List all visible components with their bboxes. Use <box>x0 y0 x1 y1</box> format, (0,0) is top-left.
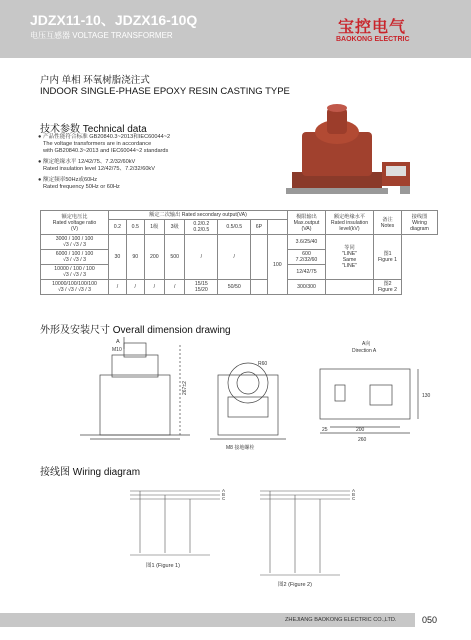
wiring-heading: 接线图 Wiring diagram <box>40 467 141 478</box>
cell-maxout: 100 <box>267 235 287 295</box>
th-insulation: 额定绝缘水平 Rated insulation level(kV) <box>326 211 374 235</box>
cell-value: / <box>109 280 127 295</box>
wiring-fig2-label: 图2 (Figure 2) <box>278 582 312 588</box>
cell-value: / <box>218 235 251 280</box>
cell-wiring-2: 图2 Figure 2 <box>374 280 402 295</box>
cell-insulation: 3.6/25/40 <box>288 235 326 250</box>
bullet-insulation: ● 额定绝缘水平 12/42/75、7.2/32/60kV Rated insulation level 12/42/75、7.2/32/60kV <box>38 159 238 173</box>
bullet-cn: 产品性能符合标准 GB20840.3~2013和IEC60044~2 <box>42 134 171 140</box>
th-sub: 0.2 <box>109 220 127 235</box>
bullet-cn: 额定绝缘水平 12/42/75、7.2/32/60kV <box>42 159 136 165</box>
svg-text:A: A <box>352 488 356 493</box>
spec-table <box>40 210 438 295</box>
dim-label-m10: M10 <box>112 347 122 353</box>
cell-value: 200 <box>144 235 164 280</box>
th-ratio: 额定电压比 Rated voltage ratio (V) <box>41 211 109 235</box>
th-secondary: 额定二次输出 Rated secondary output(VA) <box>109 211 288 220</box>
logo-cn: 宝控电气 <box>338 19 407 36</box>
dim-label-w2: 260 <box>358 437 367 443</box>
th-sub: 1级 <box>144 220 164 235</box>
bullet-frequency: ● 额定频率50Hz或60Hz Rated frequency 50Hz or 60Hz <box>38 177 238 191</box>
cell-value: / <box>144 280 164 295</box>
logo-en: BAOKONG ELECTRIC <box>336 36 410 43</box>
th-sub: 0.5/0.5 <box>218 220 251 235</box>
dim-label-d1: 130 <box>422 393 431 399</box>
dim-label-w1: 200 <box>356 427 365 433</box>
page-subtitle: 电压互感器 VOLTAGE TRANSFORMER <box>30 31 173 40</box>
bullet-en: with GB20840.3~2013 and IEC60044~2 standards <box>43 148 169 154</box>
cell-value: / <box>126 280 144 295</box>
svg-text:B: B <box>222 492 226 497</box>
page-footer <box>0 607 471 629</box>
cell-value <box>251 235 267 280</box>
dim-label-dir: Direction A <box>352 348 377 354</box>
dim-label-a: A <box>116 339 120 345</box>
dim-label-r: R60 <box>258 361 268 367</box>
tech-heading: 技术参数 Technical data <box>40 124 147 135</box>
dim-label-aa: A向 <box>362 341 371 347</box>
cell-value <box>251 280 267 295</box>
cell-ratio: 6000 / 100 / 100 √3 / √3 / 3 <box>41 250 109 265</box>
brand-logo <box>330 14 440 50</box>
type-line-cn: 户内 单相 环氧树脂浇注式 <box>40 75 150 86</box>
cell-notes <box>326 280 374 295</box>
svg-text:B: B <box>352 492 356 497</box>
cell-ratio: 3000 / 100 / 100 √3 / √3 / 3 <box>41 235 109 250</box>
cell-value: 500 <box>165 235 185 280</box>
th-sub: 6P <box>251 220 267 235</box>
cell-notes: 等同 "LINE" Same "LINE" <box>326 235 374 280</box>
th-sub: 0.5 <box>126 220 144 235</box>
page-header <box>0 0 471 58</box>
cell-insulation: 300/300 <box>288 280 326 295</box>
cell-value: / <box>165 280 185 295</box>
cell-value: 30 <box>109 235 127 280</box>
bullet-cn: 额定频率50Hz或60Hz <box>42 177 98 183</box>
cell-value: 90 <box>126 235 144 280</box>
svg-text:C: C <box>222 496 226 501</box>
dim-heading: 外形及安装尺寸 Overall dimension drawing <box>40 325 231 336</box>
cell-insulation: 12/42/75 <box>288 265 326 280</box>
th-wiring: 接线图 Wiring diagram <box>402 211 438 235</box>
cell-ratio: 10000/100/100/100 √3 / √3 / √3 / 3 <box>41 280 109 295</box>
bullet-en: The voltage transformers are in accordance <box>43 141 152 147</box>
th-sub: 0.2/0.2 0.2/0.5 <box>185 220 218 235</box>
dim-label-bottom: M8 接地螺栓 <box>226 445 255 451</box>
bullet-en: Rated insulation level 12/42/75、7.2/32/60kV <box>43 166 155 172</box>
dim-label-w3: 25 <box>322 427 328 433</box>
svg-text:A: A <box>222 488 226 493</box>
cell-wiring-1: 图1 Figure 1 <box>374 235 402 280</box>
cell-ratio: 10000 / 100 / 100 √3 / √3 / 3 <box>41 265 109 280</box>
th-notes: 备注 Notes <box>374 211 402 235</box>
dimension-drawing <box>40 335 440 453</box>
spec-bullets <box>38 134 238 195</box>
page-number: 050 <box>422 615 438 625</box>
bullet-en: Rated frequency 50Hz or 60Hz <box>43 184 120 190</box>
th-sub: 3级 <box>165 220 185 235</box>
type-line-en: INDOOR SINGLE-PHASE EPOXY RESIN CASTING TYPE <box>40 86 290 97</box>
wiring-diagram <box>110 483 370 591</box>
page-title: JDZX11-10、JDZX16-10Q <box>30 12 198 28</box>
cell-value: 15/15 15/20 <box>185 280 218 295</box>
dim-label-h: 267±2 <box>182 381 188 395</box>
th-maxout: 极限输出 Max.output (VA) <box>288 211 326 235</box>
cell-value: 50/50 <box>218 280 251 295</box>
bullet-standard: ● 产品性能符合标准 GB20840.3~2013和IEC60044~2 The voltage transformers are in accordance with GB20840.3~2013 and IEC60044~2 standards <box>38 134 238 155</box>
product-photo <box>282 102 422 202</box>
cell-value: / <box>185 235 218 280</box>
wiring-fig1-label: 图1 (Figure 1) <box>146 563 180 569</box>
svg-text:C: C <box>352 496 356 501</box>
cell-insulation: 600 7.2/32/60 <box>288 250 326 265</box>
footer-company: ZHEJIANG BAOKONG ELECTRIC CO.,LTD. <box>285 617 397 623</box>
